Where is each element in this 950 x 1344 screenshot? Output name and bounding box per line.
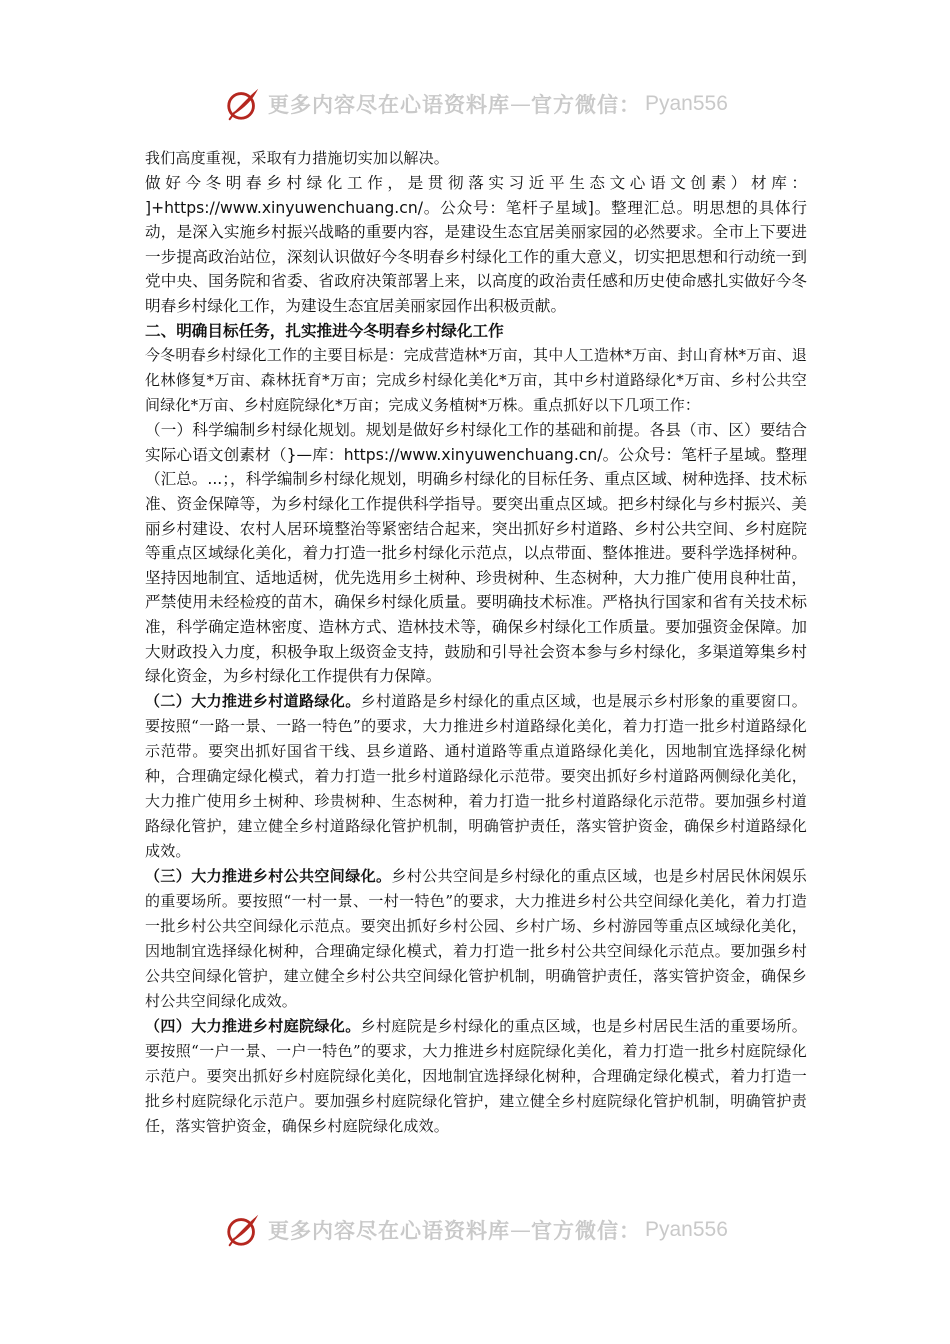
- subheading-public-space: （三）大力推进乡村公共空间绿化。: [145, 866, 392, 885]
- header-banner: [224, 84, 744, 124]
- paragraph-road-greening: [145, 689, 807, 864]
- text-courtyard: 乡村庭院是乡村绿化的重点区域，也是乡村居民生活的重要场所。要按照“一户一景、一户一特色”的要求，大力推进乡村庭院绿化美化，着力打造一批乡村庭院绿化示范户。要突出抓好乡村庭院绿化美化，因地制宜选择绿化树种，合理确定绿化模式，着力打造一批乡村庭院绿化示范户。要加强乡村庭院绿化管护，建立健全乡村庭院绿化管护机制，明确管护责任，落实管护资金，确保乡村庭院绿化成效。: [145, 1016, 807, 1135]
- quill-pen-logo-icon: [224, 1211, 262, 1249]
- footer-banner-text: 更多内容尽在心语资料库: [268, 1218, 510, 1243]
- footer-banner-dash: —: [510, 1218, 531, 1242]
- paragraph-courtyard: [145, 1014, 807, 1139]
- text-road-greening: 乡村道路是乡村绿化的重点区域，也是展示乡村形象的重要窗口。要按照“一路一景、一路一特色”的要求，大力推进乡村道路绿化美化，着力打造一批乡村道路绿化示范带。要突出抓好国省干线、县乡道路、通村道路等重点道路绿化美化，因地制宜选择绿化树种，合理确定绿化模式，着力打造一批乡村道路绿化示范带。要突出抓好乡村道路两侧绿化美化，大力推广使用乡土树种、珍贵树种、生态树种，着力打造一批乡村道路绿化示范带。要加强乡村道路绿化管护，建立健全乡村道路绿化管护机制，明确管护责任，落实管护资金，确保乡村道路绿化成效。: [145, 691, 807, 860]
- paragraph-goals: 今冬明春乡村绿化工作的主要目标是：完成营造林*万亩，其中人工造林*万亩、封山育林*万亩、退化林修复*万亩、森林抚育*万亩；完成乡村绿化美化*万亩，其中乡村道路绿化*万亩、乡村公共空间绿化*万亩、乡村庭院绿化*万亩；完成义务植树*万株。重点抓好以下几项工作：: [145, 346, 807, 415]
- header-banner-dash: —: [510, 92, 531, 116]
- document-body: [145, 146, 807, 1139]
- subheading-courtyard: （四）大力推进乡村庭院绿化。: [145, 1016, 361, 1035]
- footer-banner: [224, 1210, 744, 1250]
- paragraph-planning: （一）科学编制乡村绿化规划。规划是做好乡村绿化工作的基础和前提。各县（市、区）要结合实际心语文创素材（}—库：https://www.xinyuwenchuang.cn/。公众号：笔杆子星域。整理（汇总。...；，科学编制乡村绿化规划，明确乡村绿化的目标任务、重点区域、树种选择、技术标准、资金保障等，为乡村绿化工作提供科学指导。要突出重点区域。把乡村绿化与乡村振兴、美丽乡村建设、农村人居环境整治等紧密结合起来，突出抓好乡村道路、乡村公共空间、乡村庭院等重点区域绿化美化，着力打造一批乡村绿化示范点，以点带面、整体推进。要科学选择树种。坚持因地制宜、适地适树，优先选用乡土树种、珍贵树种、生态树种，大力推广使用良种壮苗，严禁使用未经检疫的苗木，确保乡村绿化质量。要明确技术标准。严格执行国家和省有关技术标准，科学确定造林密度、造林方式、造林技术等，确保乡村绿化工作质量。要加强资金保障。加大财政投入力度，积极争取上级资金支持，鼓励和引导社会资本参与乡村绿化，多渠道筹集乡村绿化资金，为乡村绿化工作提供有力保障。: [145, 421, 808, 686]
- footer-banner-id: Pyan556: [645, 1218, 728, 1241]
- paragraph-significance: 做好今冬明春乡村绿化工作，是贯彻落实习近平生态文心语文创素）材库： ]+https://www.xinyuwenchuang.cn/。公众号：笔杆子星域]。整理汇总。明思想的具体行动，是深入实施乡村振兴战略的重要内容，是建设生态宜居美丽家园的必然要求。全市上下要进一步提高政治站位，深刻认识做好今冬明春乡村绿化工作的重大意义，切实把思想和行动统一到党中央、国务院和省委、省政府决策部署上来，以高度的政治责任感和历史使命感扎实做好今冬明春乡村绿化工作，为建设生态宜居美丽家园作出积极贡献。: [145, 174, 807, 315]
- subheading-road-greening: （二）大力推进乡村道路绿化。: [145, 691, 361, 710]
- section-heading: 二、明确目标任务，扎实推进今冬明春乡村绿化工作: [145, 321, 504, 340]
- header-banner-contact: 官方微信：: [531, 92, 641, 117]
- header-banner-text: 更多内容尽在心语资料库: [268, 92, 510, 117]
- quill-pen-logo-icon: [224, 85, 262, 123]
- paragraph-public-space: [145, 864, 807, 1014]
- paragraph-intro: 我们高度重视，采取有力措施切实加以解决。: [145, 149, 450, 167]
- header-banner-id: Pyan556: [645, 92, 728, 115]
- text-public-space: 乡村公共空间是乡村绿化的重点区域，也是乡村居民休闲娱乐的重要场所。要按照“一村一景、一村一特色”的要求，大力推进乡村公共空间绿化美化，着力打造一批乡村公共空间绿化示范点。要突出抓好乡村公园、乡村广场、乡村游园等重点区域绿化美化，因地制宜选择绿化树种，合理确定绿化模式，着力打造一批乡村公共空间绿化示范点。要加强乡村公共空间绿化管护，建立健全乡村公共空间绿化管护机制，明确管护责任，落实管护资金，确保乡村公共空间绿化成效。: [145, 866, 808, 1010]
- footer-banner-contact: 官方微信：: [531, 1218, 641, 1243]
